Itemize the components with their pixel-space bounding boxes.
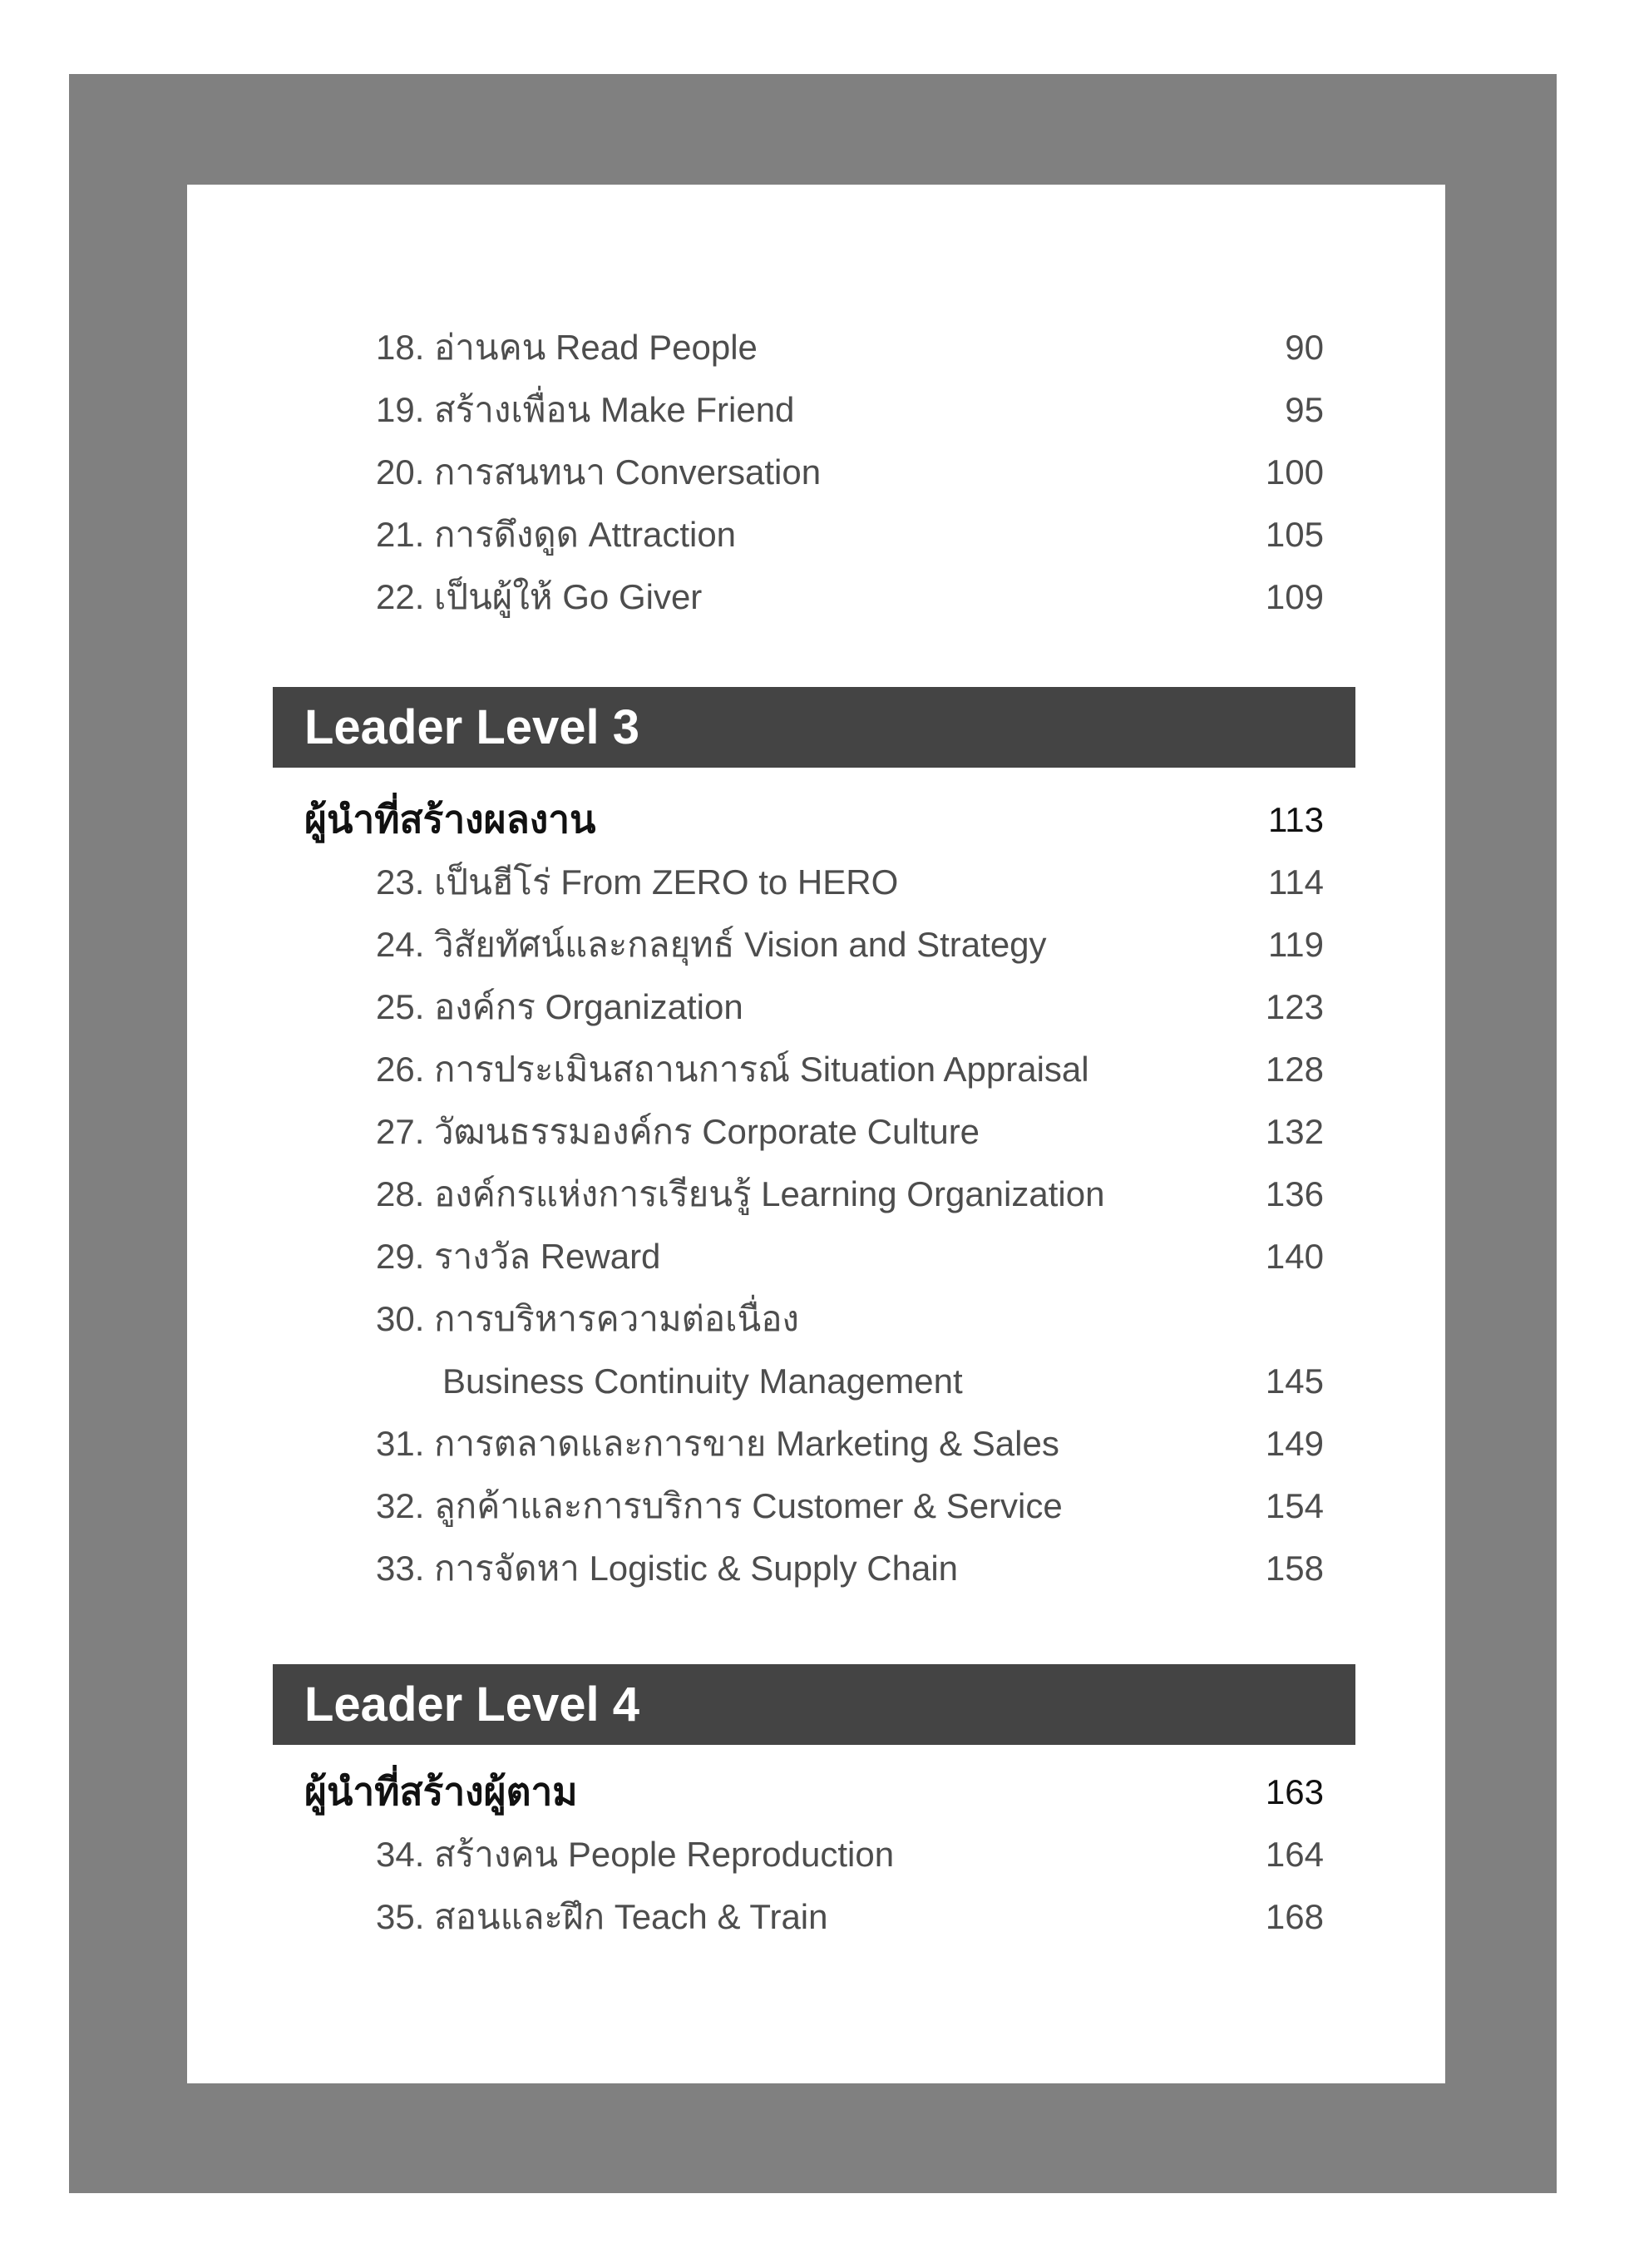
section-bar-title: Leader Level 4 [304,1678,639,1732]
toc-entry-page: 128 [1265,1050,1324,1089]
section-bar-level3 [273,687,1355,768]
toc-entry-title: 33. การจัดหา Logistic & Supply Chain [376,1549,959,1588]
toc-entry[interactable] [0,1038,1629,1100]
toc-entry-page: 114 [1268,862,1324,902]
toc-entry[interactable] [0,378,1629,441]
toc-entry[interactable] [0,441,1629,503]
toc-entry-page: 123 [1265,987,1324,1026]
toc-entry[interactable] [0,1100,1629,1163]
toc-entry[interactable] [0,1475,1629,1537]
toc-entry-page: 149 [1265,1424,1324,1463]
section-bar-title: Leader Level 3 [304,700,639,754]
toc-part-page: 113 [1268,800,1324,839]
toc-entry-continuation[interactable] [0,1350,1629,1412]
toc-entry[interactable] [0,1885,1629,1948]
toc-entry-title: 29. รางวัล Reward [376,1237,661,1276]
toc-entry-page: 109 [1265,577,1324,616]
toc-entry-title: 34. สร้างคน People Reproduction [376,1835,895,1874]
toc-entry-title: 28. องค์กรแห่งการเรียนรู้ Learning Organization [376,1174,1105,1213]
toc-section-level4 [0,1761,1629,1948]
toc-entry-title: 20. การสนทนา Conversation [376,452,822,492]
toc-part-heading[interactable] [0,1761,1629,1823]
toc-entry-page: 136 [1265,1174,1324,1213]
toc-entry-title: 23. เป็นฮีโร่ From ZERO to HERO [376,862,899,902]
toc-entry-page: 145 [1265,1361,1324,1401]
toc-part-title: ผู้นำที่สร้างผู้ตาม [304,1770,578,1813]
toc-entry-title: 19. สร้างเพื่อน Make Friend [376,390,795,429]
toc-entry[interactable] [0,316,1629,378]
toc-section-level2-tail [0,316,1629,628]
toc-entry[interactable] [0,566,1629,628]
toc-entry[interactable] [0,913,1629,976]
toc-entry[interactable] [0,1537,1629,1599]
toc-section-level3 [0,788,1629,1599]
toc-entry-title: 32. ลูกค้าและการบริการ Customer & Service [376,1486,1063,1525]
toc-entry-page: 95 [1285,390,1324,429]
toc-entry[interactable] [0,976,1629,1038]
toc-entry-title: 35. สอนและฝึก Teach & Train [376,1897,828,1936]
toc-entry-title: 25. องค์กร Organization [376,987,743,1026]
toc-entry-page: 158 [1265,1549,1324,1588]
toc-entry[interactable] [0,1163,1629,1225]
toc-entry-title: 21. การดึงดูด Attraction [376,515,737,554]
toc-entry-page: 119 [1268,925,1324,964]
toc-entry-title: 22. เป็นผู้ให้ Go Giver [376,577,703,616]
toc-entry-page: 132 [1265,1112,1324,1151]
toc-entry-page: 90 [1285,328,1324,367]
toc-entry[interactable] [0,503,1629,566]
toc-entry-page: 100 [1265,452,1324,492]
section-bar-level4 [273,1664,1355,1745]
toc-entry-title: 27. วัฒนธรรมองค์กร Corporate Culture [376,1112,980,1151]
toc-entry-page: 140 [1265,1237,1324,1276]
toc-entry[interactable] [0,1225,1629,1287]
toc-part-page: 163 [1265,1772,1324,1811]
toc-entry-page: 154 [1265,1486,1324,1525]
toc-entry[interactable] [0,1823,1629,1885]
toc-part-title: ผู้นำที่สร้างผลงาน [304,798,596,841]
toc-entry-title: 24. วิสัยทัศน์และกลยุทธ์ Vision and Strategy [376,925,1047,964]
toc-entry-title: 26. การประเมินสถานการณ์ Situation Appraisal [376,1050,1089,1089]
toc-entry-page: 105 [1265,515,1324,554]
toc-entry-page: 164 [1265,1835,1324,1874]
toc-part-heading[interactable] [0,788,1629,851]
toc-entry-title: 31. การตลาดและการขาย Marketing & Sales [376,1424,1059,1463]
toc-entry-title: 18. อ่านคน Read People [376,328,758,367]
toc-entry[interactable] [0,1412,1629,1475]
toc-entry[interactable] [0,1287,1629,1350]
toc-entry-title: 30. การบริหารความต่อเนื่อง [376,1299,799,1338]
toc-entry-title: Business Continuity Management [442,1361,963,1401]
toc-entry-page: 168 [1265,1897,1324,1936]
toc-entry[interactable] [0,851,1629,913]
